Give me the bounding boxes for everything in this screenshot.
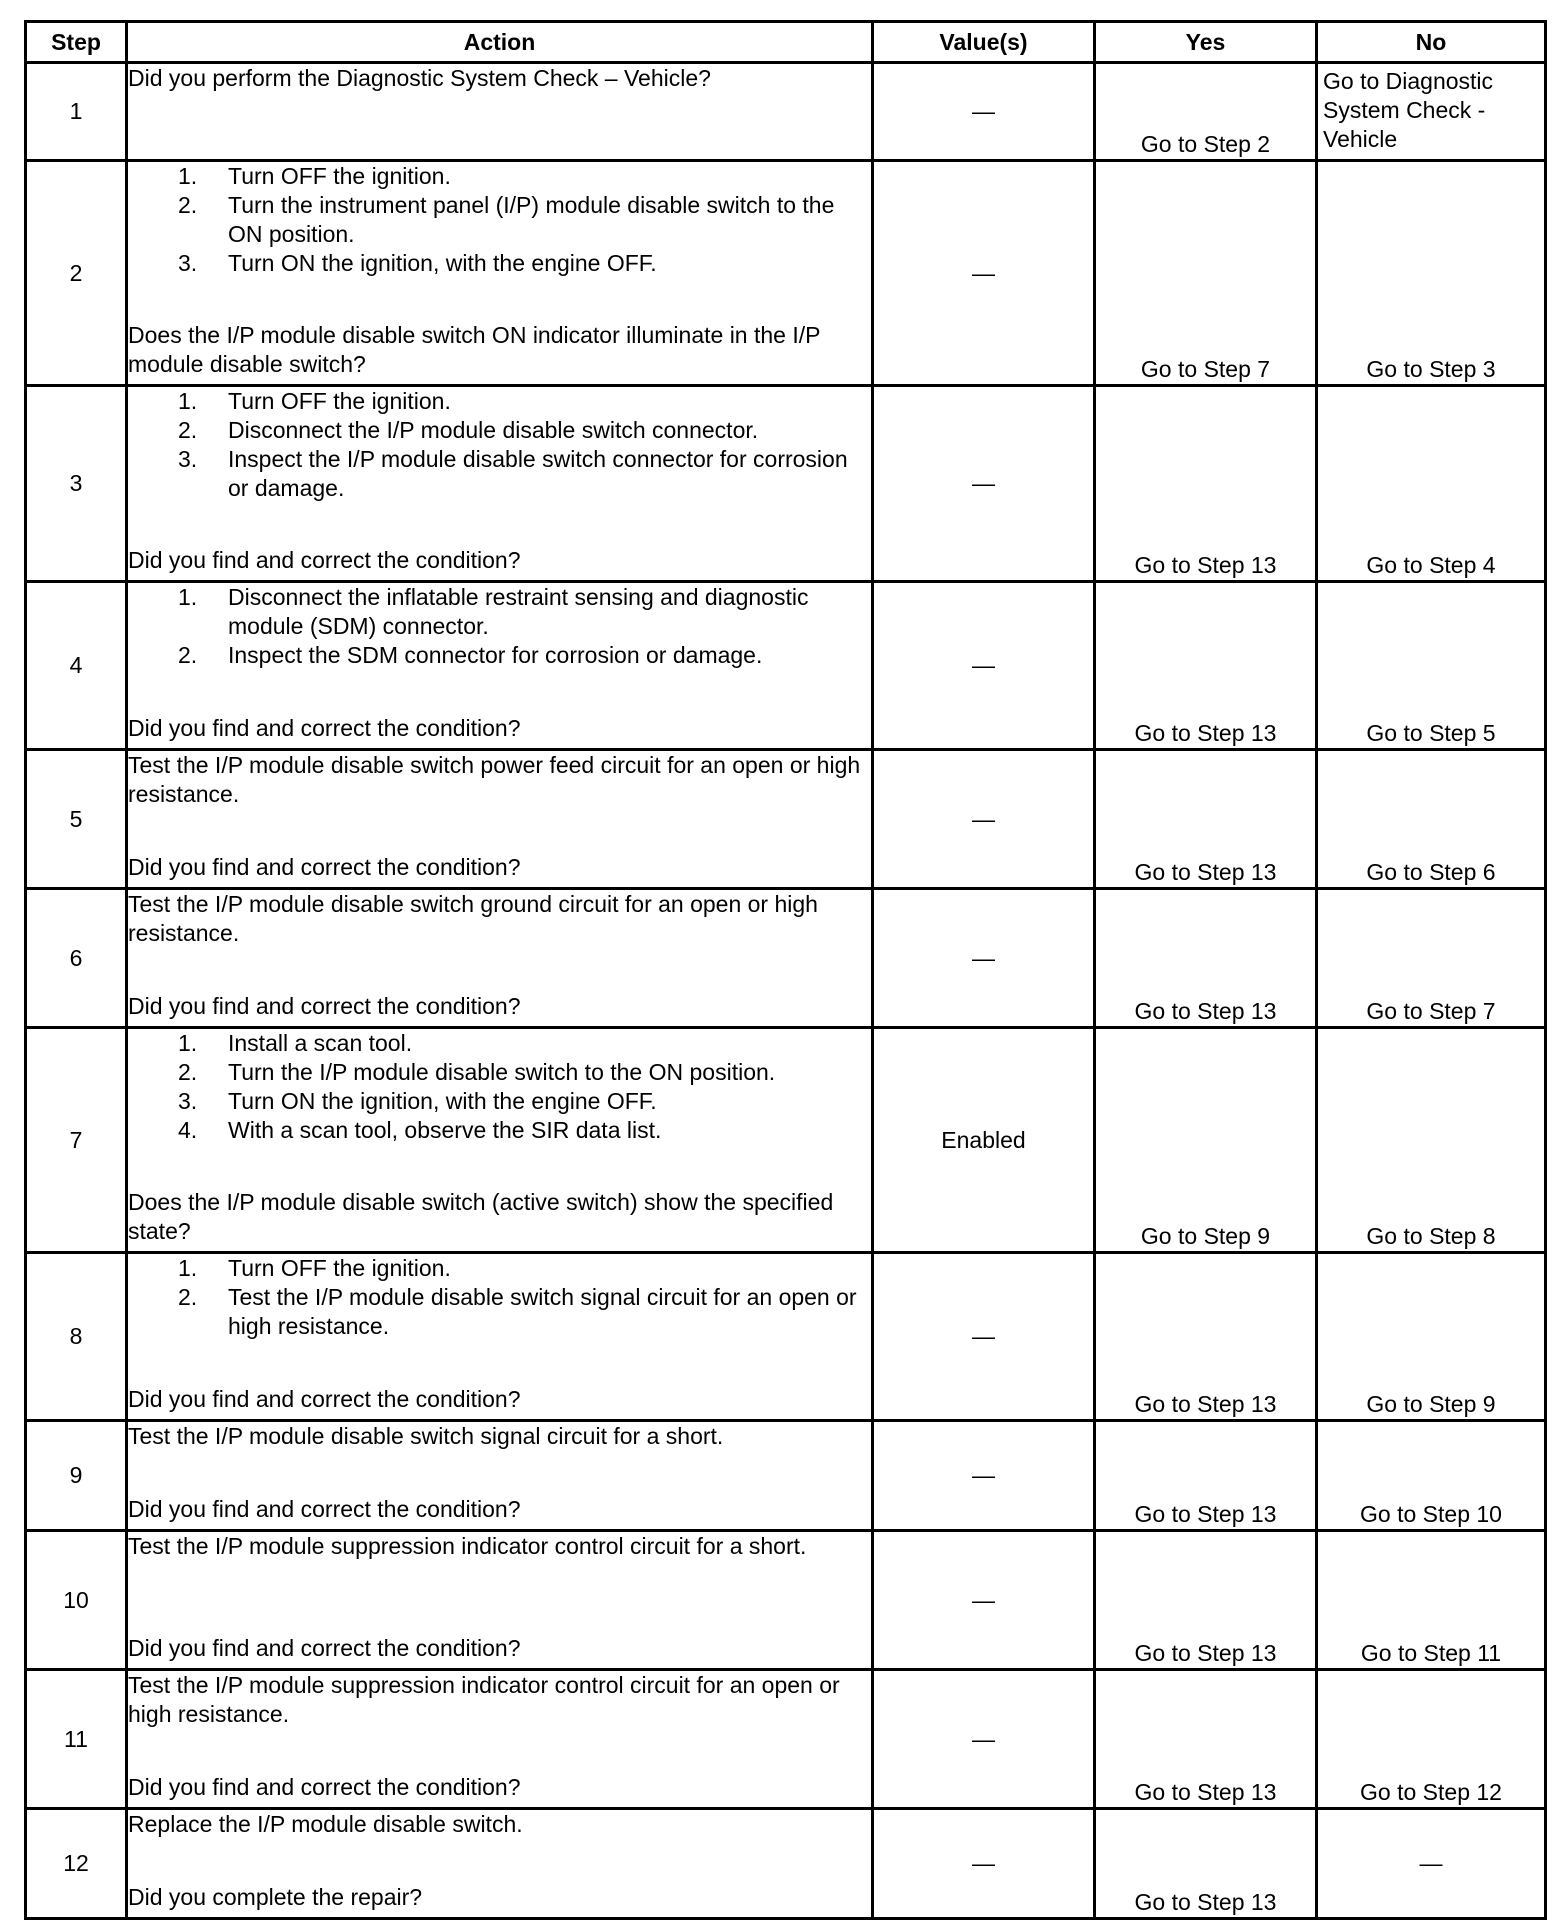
action-step-number: 3. <box>178 446 198 472</box>
action-intro: Test the I/P module suppression indicator control circuit for an open or high resistance. <box>128 1672 840 1727</box>
value-cell: — <box>873 1809 1095 1919</box>
yes-cell: Go to Step 9 <box>1095 1028 1317 1253</box>
action-question: Did you find and correct the condition? <box>128 547 521 573</box>
table-row <box>26 161 1546 386</box>
header-no: No <box>1317 22 1546 63</box>
action-cell <box>127 1809 873 1919</box>
step-number: 1 <box>26 63 127 161</box>
step-number: 4 <box>26 582 127 750</box>
action-steps-list <box>128 1254 871 1341</box>
action-step-text: Turn the I/P module disable switch to the ON position. <box>228 1059 776 1085</box>
action-step-text: Inspect the SDM connector for corrosion or damage. <box>228 642 763 668</box>
step-number: 9 <box>26 1421 127 1531</box>
value-cell: — <box>873 1531 1095 1670</box>
step-number: 12 <box>26 1809 127 1919</box>
table-row <box>26 386 1546 582</box>
action-step-item <box>128 641 871 670</box>
action-step-item <box>128 1058 871 1087</box>
no-cell: Go to Step 6 <box>1317 750 1546 889</box>
action-step-number: 1. <box>178 584 198 610</box>
action-step-number: 2. <box>178 417 198 443</box>
action-step-number: 2. <box>178 1059 198 1085</box>
action-question: Does the I/P module disable switch (active switch) show the specified state? <box>128 1189 834 1244</box>
action-steps-list <box>128 583 871 670</box>
action-steps-list <box>128 387 871 503</box>
action-cell <box>127 1670 873 1809</box>
yes-cell: Go to Step 13 <box>1095 889 1317 1028</box>
table-row <box>26 889 1546 1028</box>
action-step-item <box>128 1087 871 1116</box>
action-step-text: Inspect the I/P module disable switch connector for corrosion or damage. <box>228 446 848 501</box>
action-step-text: Disconnect the I/P module disable switch connector. <box>228 417 759 443</box>
action-question: Did you find and correct the condition? <box>128 1635 521 1661</box>
action-step-number: 2. <box>178 1284 198 1310</box>
action-step-item <box>128 445 871 503</box>
action-cell <box>127 161 873 386</box>
step-number: 3 <box>26 386 127 582</box>
action-intro: Test the I/P module disable switch signal circuit for a short. <box>128 1423 724 1449</box>
action-step-number: 3. <box>178 250 198 276</box>
step-number: 10 <box>26 1531 127 1670</box>
action-step-item <box>128 1116 871 1145</box>
table-row <box>26 1670 1546 1809</box>
action-step-text: With a scan tool, observe the SIR data list. <box>228 1117 662 1143</box>
action-intro: Did you perform the Diagnostic System Check – Vehicle? <box>128 65 711 91</box>
step-number: 7 <box>26 1028 127 1253</box>
action-steps-list <box>128 162 871 278</box>
action-cell <box>127 386 873 582</box>
no-cell: Go to Diagnostic System Check - Vehicle <box>1317 63 1546 161</box>
header-values: Value(s) <box>873 22 1095 63</box>
action-steps-list <box>128 1029 871 1145</box>
no-cell: Go to Step 12 <box>1317 1670 1546 1809</box>
action-question: Did you find and correct the condition? <box>128 1774 521 1800</box>
action-step-number: 2. <box>178 642 198 668</box>
value-cell: — <box>873 1670 1095 1809</box>
value-cell: — <box>873 750 1095 889</box>
no-cell: Go to Step 3 <box>1317 161 1546 386</box>
step-number: 2 <box>26 161 127 386</box>
action-intro: Replace the I/P module disable switch. <box>128 1811 523 1837</box>
action-cell <box>127 889 873 1028</box>
table-row <box>26 582 1546 750</box>
action-step-text: Turn ON the ignition, with the engine OFF. <box>228 250 657 276</box>
yes-cell: Go to Step 2 <box>1095 63 1317 161</box>
action-cell <box>127 582 873 750</box>
no-cell: — <box>1317 1809 1546 1919</box>
header-action: Action <box>127 22 873 63</box>
no-cell: Go to Step 4 <box>1317 386 1546 582</box>
action-step-item <box>128 191 871 249</box>
action-step-text: Test the I/P module disable switch signal circuit for an open or high resistance. <box>228 1284 857 1339</box>
action-intro: Test the I/P module suppression indicator control circuit for a short. <box>128 1533 807 1559</box>
value-cell: — <box>873 582 1095 750</box>
step-number: 11 <box>26 1670 127 1809</box>
header-yes: Yes <box>1095 22 1317 63</box>
table-row <box>26 1028 1546 1253</box>
action-cell <box>127 1028 873 1253</box>
action-step-number: 3. <box>178 1088 198 1114</box>
action-question: Did you find and correct the condition? <box>128 1496 521 1522</box>
yes-cell: Go to Step 13 <box>1095 1809 1317 1919</box>
table-row <box>26 750 1546 889</box>
diagnostic-table <box>24 20 1547 1920</box>
table-body <box>26 63 1546 1919</box>
yes-cell: Go to Step 13 <box>1095 582 1317 750</box>
no-cell: Go to Step 9 <box>1317 1253 1546 1421</box>
no-cell: Go to Step 7 <box>1317 889 1546 1028</box>
no-cell: Go to Step 5 <box>1317 582 1546 750</box>
header-row <box>26 22 1546 63</box>
yes-cell: Go to Step 13 <box>1095 1253 1317 1421</box>
action-question: Did you complete the repair? <box>128 1884 423 1910</box>
action-cell <box>127 63 873 161</box>
action-question: Does the I/P module disable switch ON indicator illuminate in the I/P module disable switch? <box>128 322 821 377</box>
step-number: 6 <box>26 889 127 1028</box>
value-cell: — <box>873 161 1095 386</box>
action-step-item <box>128 416 871 445</box>
action-step-text: Turn OFF the ignition. <box>228 1255 451 1281</box>
yes-cell: Go to Step 13 <box>1095 750 1317 889</box>
action-step-text: Turn the instrument panel (I/P) module disable switch to the ON position. <box>228 192 835 247</box>
action-step-item <box>128 387 871 416</box>
action-question: Did you find and correct the condition? <box>128 1386 521 1412</box>
value-cell: — <box>873 889 1095 1028</box>
header-step: Step <box>26 22 127 63</box>
table-row <box>26 1531 1546 1670</box>
action-step-text: Disconnect the inflatable restraint sensing and diagnostic module (SDM) connector. <box>228 584 809 639</box>
step-number: 8 <box>26 1253 127 1421</box>
yes-cell: Go to Step 13 <box>1095 1531 1317 1670</box>
action-step-text: Install a scan tool. <box>228 1030 413 1056</box>
action-question: Did you find and correct the condition? <box>128 993 521 1019</box>
action-step-number: 4. <box>178 1117 198 1143</box>
value-cell: — <box>873 1253 1095 1421</box>
action-cell <box>127 1531 873 1670</box>
no-cell: Go to Step 8 <box>1317 1028 1546 1253</box>
action-step-item <box>128 1254 871 1283</box>
action-question: Did you find and correct the condition? <box>128 854 521 880</box>
action-step-item <box>128 162 871 191</box>
table-row <box>26 63 1546 161</box>
action-step-item <box>128 249 871 278</box>
action-intro: Test the I/P module disable switch ground circuit for an open or high resistance. <box>128 891 818 946</box>
action-step-number: 1. <box>178 1255 198 1281</box>
step-number: 5 <box>26 750 127 889</box>
value-cell: — <box>873 1421 1095 1531</box>
action-step-text: Turn OFF the ignition. <box>228 163 451 189</box>
yes-cell: Go to Step 7 <box>1095 161 1317 386</box>
action-step-item <box>128 1283 871 1341</box>
value-cell: — <box>873 63 1095 161</box>
table-row <box>26 1421 1546 1531</box>
action-step-number: 1. <box>178 1030 198 1056</box>
value-cell: — <box>873 386 1095 582</box>
action-step-number: 2. <box>178 192 198 218</box>
action-cell <box>127 1253 873 1421</box>
value-cell: Enabled <box>873 1028 1095 1253</box>
table-row <box>26 1809 1546 1919</box>
action-step-number: 1. <box>178 388 198 414</box>
yes-cell: Go to Step 13 <box>1095 386 1317 582</box>
action-cell <box>127 750 873 889</box>
action-step-number: 1. <box>178 163 198 189</box>
action-question: Did you find and correct the condition? <box>128 715 521 741</box>
table-row <box>26 1253 1546 1421</box>
action-step-item <box>128 583 871 641</box>
no-cell: Go to Step 11 <box>1317 1531 1546 1670</box>
action-step-text: Turn ON the ignition, with the engine OFF. <box>228 1088 657 1114</box>
no-cell: Go to Step 10 <box>1317 1421 1546 1531</box>
action-intro: Test the I/P module disable switch power feed circuit for an open or high resistance. <box>128 752 861 807</box>
yes-cell: Go to Step 13 <box>1095 1421 1317 1531</box>
yes-cell: Go to Step 13 <box>1095 1670 1317 1809</box>
action-cell <box>127 1421 873 1531</box>
action-step-item <box>128 1029 871 1058</box>
action-step-text: Turn OFF the ignition. <box>228 388 451 414</box>
